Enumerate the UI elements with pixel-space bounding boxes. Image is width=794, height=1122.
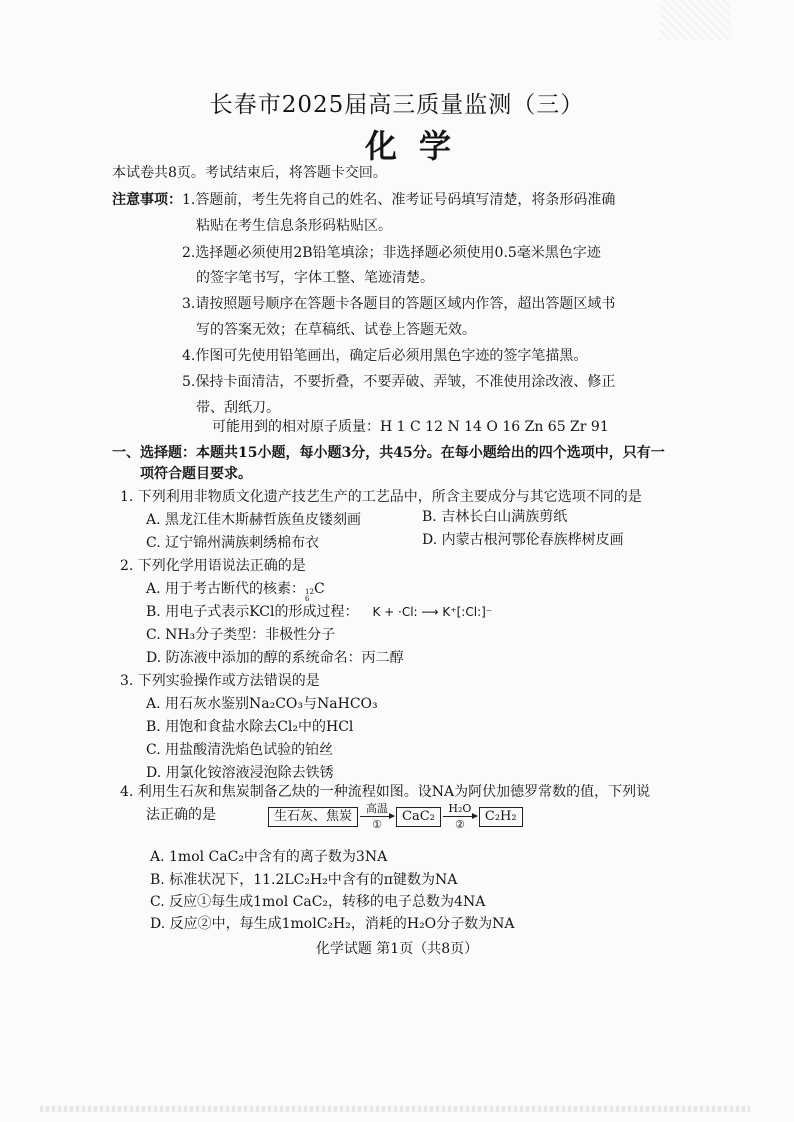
notice-line: 3.请按照题号顺序在答题卡各题目的答题区域内作答，超出答题区域书 (182, 296, 616, 312)
nuclide-symbol: C (313, 581, 325, 597)
electron-formula: K + ·Cl: ⟶ K⁺[:Cl:]⁻ (372, 605, 493, 619)
notice-line: 5.保持卡面清洁，不要折叠，不要弄破、弄皱，不准使用涂改液、修正 (182, 374, 616, 390)
q3-option-d: D. 用氯化铵溶液浸泡除去铁锈 (146, 765, 334, 781)
flow-arrow-1 (360, 803, 394, 830)
nuclide-numbers (305, 589, 314, 603)
q1-option-b: B. 吉林长白山满族剪纸 (422, 509, 568, 525)
q2-option-b (146, 604, 492, 620)
q4-option-d: D. 反应②中，每生成1molC₂H₂，消耗的H₂O分子数为NA (150, 916, 515, 932)
q2-option-d: D. 防冻液中添加的醇的系统命名：丙二醇 (146, 650, 404, 666)
arrow-1-condition: 高温 (366, 802, 389, 815)
subject-title: 化学 (364, 127, 473, 165)
intro-text: 本试卷共8页。考试结束后，将答题卡交回。 (112, 165, 387, 181)
section-heading-cont: 项符合题目要求。 (140, 466, 252, 482)
flow-box-raw-materials: 生石灰、焦炭 (268, 807, 358, 827)
notice-line: 带、刮纸刀。 (196, 400, 280, 416)
flow-box-cac2: CaC₂ (396, 807, 441, 827)
notice-line: 2.选择题必须使用2B铅笔填涂；非选择题必须使用0.5毫米黑色字迹 (182, 245, 601, 261)
q1-option-c: C. 辽宁锦州满族刺绣棉布衣 (146, 535, 320, 551)
arrow-1-step: ① (372, 818, 382, 831)
notice-line: 4.作图可先使用铅笔画出，确定后必须用黑色字迹的签字笔描黑。 (182, 348, 588, 364)
q2-option-b-text: B. 用电子式表示KCl的形成过程： (146, 604, 359, 620)
arrow-2-step: ② (454, 818, 465, 831)
q2-option-c: C. NH₃分子类型：非极性分子 (146, 627, 336, 643)
atomic-number: 6 (305, 595, 310, 603)
q3-option-b: B. 用饱和食盐水除去Cl₂中的HCl (146, 719, 354, 735)
arrow-right-icon (360, 816, 394, 817)
process-flow-diagram (268, 803, 523, 830)
scan-noise (660, 0, 730, 40)
q4-option-c: C. 反应①每生成1mol CaC₂，转移的电子总数为4NA (150, 894, 486, 910)
notice-line: 1.答题前，考生先将自己的姓名、准考证号码填写清楚，将条形码准确 (182, 192, 616, 208)
flow-arrow-2 (443, 803, 477, 830)
q4-option-b: B. 标准状况下，11.2LC₂H₂中含有的π键数为NA (150, 872, 458, 888)
q3-option-a: A. 用石灰水鉴别Na₂CO₃与NaHCO₃ (146, 696, 378, 712)
question-4-stem: 4. 利用生石灰和焦炭制备乙炔的一种流程如图。设NA为阿伏加德罗常数的值，下列说 (120, 784, 651, 800)
q3-option-c: C. 用盐酸清洗焰色试验的铂丝 (146, 742, 334, 758)
question-3-stem: 3. 下列实验操作或方法错误的是 (120, 673, 320, 689)
mass-number: 12 (305, 588, 314, 596)
flow-box-c2h2: C₂H₂ (479, 807, 523, 827)
notice-label: 注意事项： (112, 192, 182, 208)
exam-title: 长春市2025届高三质量监测（三） (209, 92, 585, 118)
arrow-2-condition: H₂O (448, 802, 472, 815)
question-2-stem: 2. 下列化学用语说法正确的是 (120, 558, 306, 574)
notice-line: 粘贴在考生信息条形码粘贴区。 (196, 218, 392, 234)
question-4-stem-cont: 法正确的是 (146, 807, 216, 823)
q1-option-a: A. 黑龙江佳木斯赫哲族鱼皮镂刻画 (146, 512, 362, 528)
scan-artifact (40, 1106, 750, 1112)
q4-option-a: A. 1mol CaC₂中含有的离子数为3NA (150, 849, 388, 865)
section-heading: 一、选择题：本题共15小题，每小题3分，共45分。在每小题给出的四个选项中，只有一 (112, 445, 665, 461)
q2-option-a (146, 581, 325, 603)
q1-option-d: D. 内蒙古根河鄂伦春族桦树皮画 (422, 532, 624, 548)
notice-line: 的签字笔书写，字体工整、笔迹清楚。 (196, 270, 434, 286)
arrow-right-icon (443, 816, 477, 817)
atomic-masses: 可能用到的相对原子质量：H 1 C 12 N 14 O 16 Zn 65 Zr 91 (212, 419, 609, 435)
notice-line: 写的答案无效；在草稿纸、试卷上答题无效。 (196, 322, 476, 338)
q2-option-a-text: A. 用于考古断代的核素： (146, 581, 306, 597)
page-footer: 化学试题 第1页（共8页） (315, 941, 479, 957)
question-1-stem: 1. 下列利用非物质文化遗产技艺生产的工艺品中，所含主要成分与其它选项不同的是 (120, 489, 642, 505)
